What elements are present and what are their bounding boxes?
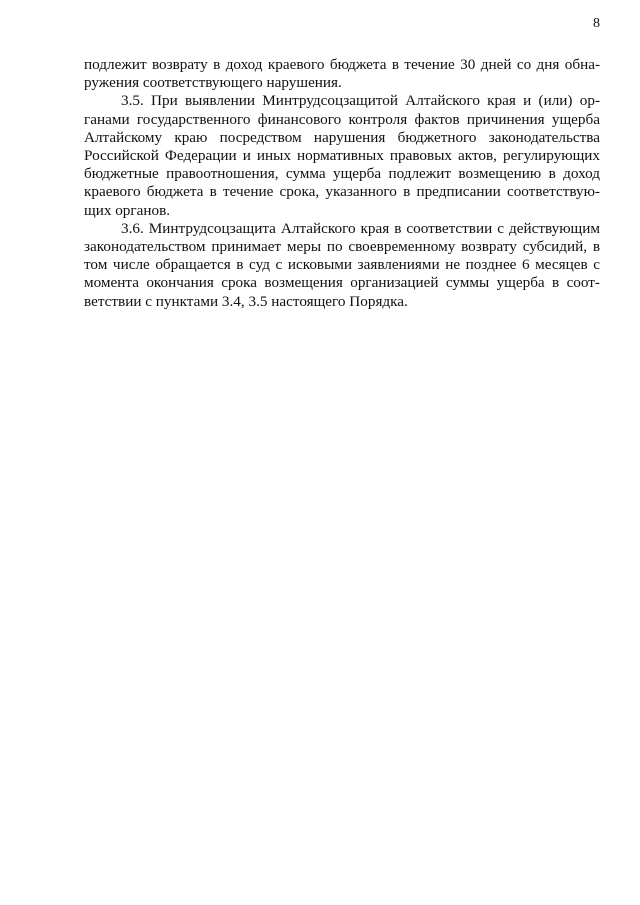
text-line: 3.6. Минтрудсоцзащита Алтайского края в соответствии с действующим bbox=[121, 219, 600, 237]
text-line: ружения соответствующего нарушения. bbox=[84, 74, 342, 92]
text-line: бюджетные правоотношения, сумма ущерба подлежит возмещению в доход bbox=[84, 165, 600, 183]
text-line: Российской Федерации и иных нормативных правовых актов, регулирующих bbox=[84, 147, 600, 165]
paragraph-continuation bbox=[84, 56, 600, 92]
text-line: законодательством принимает меры по своевременному возврату субсидий, в bbox=[84, 238, 600, 256]
text-line: том числе обращается в суд с исковыми заявлениями не позднее 6 месяцев с bbox=[84, 256, 600, 274]
document-body bbox=[84, 56, 600, 311]
text-line: 3.5. При выявлении Минтрудсоцзащитой Алтайского края и (или) ор- bbox=[121, 92, 600, 110]
text-line: момента окончания срока возмещения организацией суммы ущерба в соот- bbox=[84, 274, 600, 292]
text-line: ветствии с пунктами 3.4, 3.5 настоящего Порядка. bbox=[84, 292, 408, 310]
text-line: щих органов. bbox=[84, 201, 171, 219]
text-line: Алтайскому краю посредством нарушения бюджетного законодательства bbox=[84, 128, 600, 146]
text-line: подлежит возврату в доход краевого бюджета в течение 30 дней со дня обна- bbox=[84, 56, 600, 73]
paragraph-3-6 bbox=[84, 220, 600, 311]
paragraph-3-5 bbox=[84, 92, 600, 219]
text-line: краевого бюджета в течение срока, указанного в предписании соответствую- bbox=[84, 183, 600, 201]
text-line: ганами государственного финансового контроля фактов причинения ущерба bbox=[84, 110, 600, 128]
page-number: 8 bbox=[593, 16, 600, 31]
